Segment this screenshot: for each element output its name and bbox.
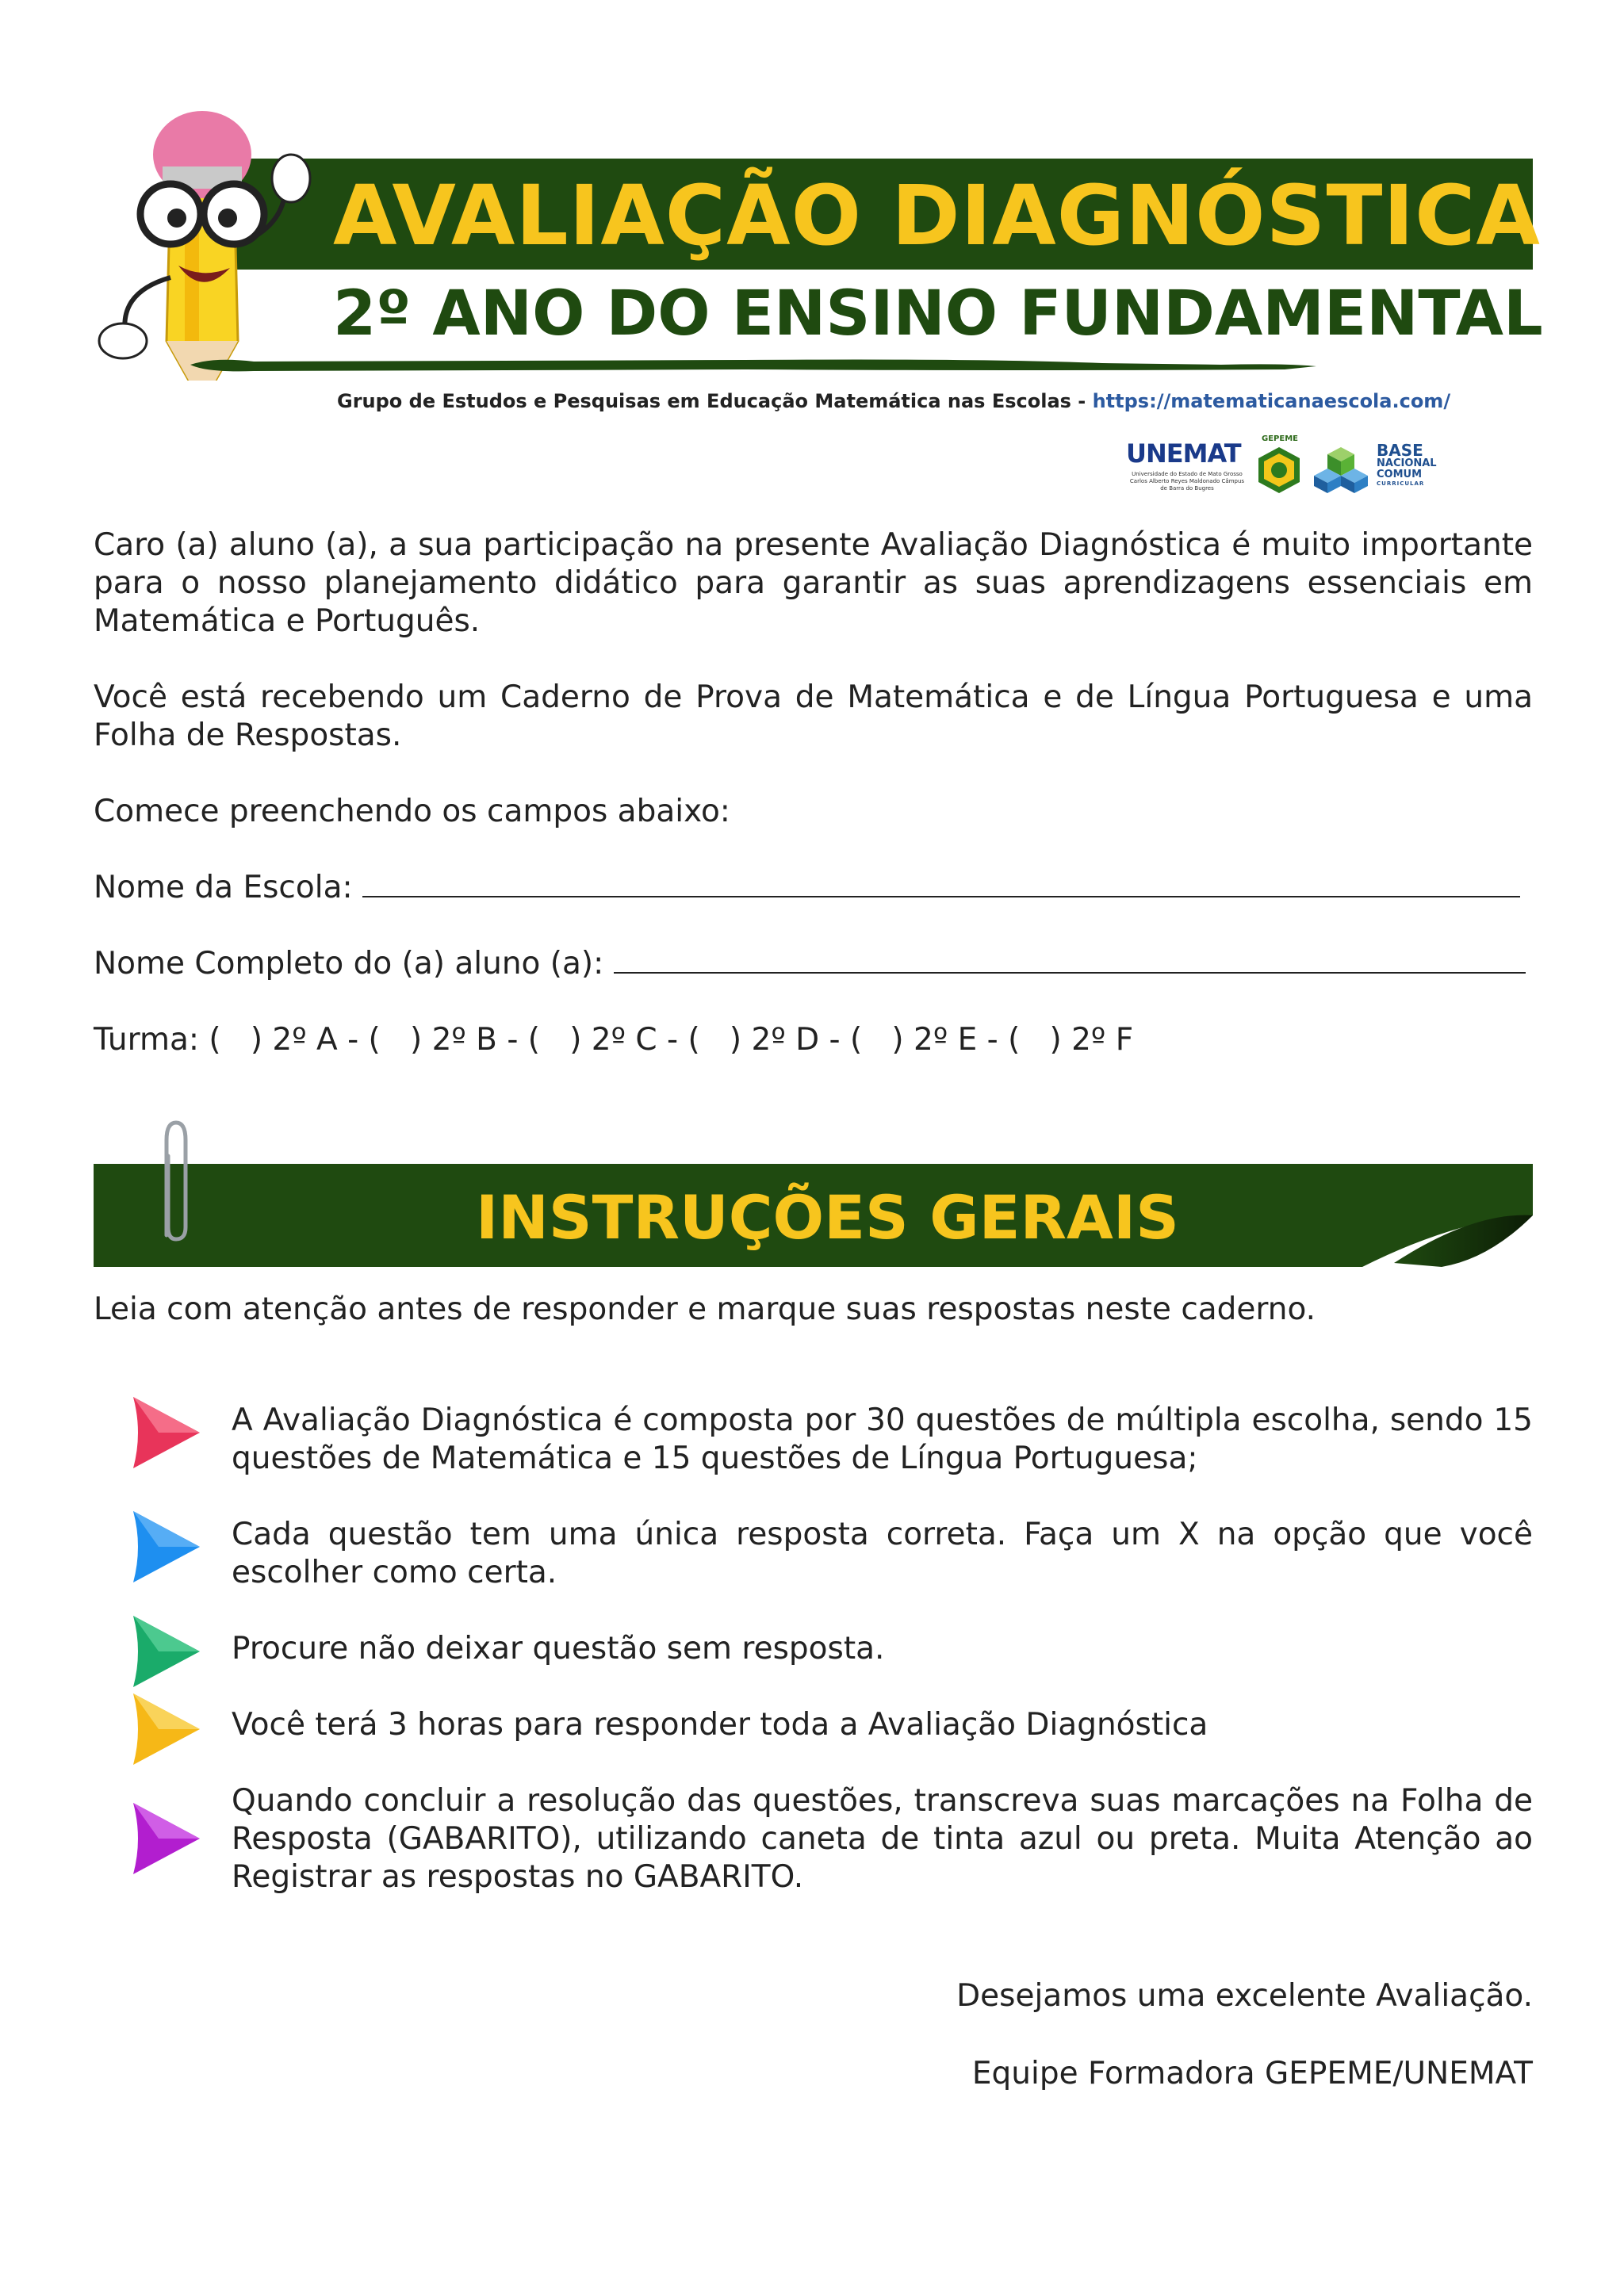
school-name-field[interactable]: [94, 869, 1533, 907]
gepeme-logo-icon: [1256, 446, 1302, 495]
gepeme-logo-label: GEPEME: [1262, 434, 1298, 443]
bncc-line-3: COMUM: [1377, 469, 1423, 480]
instruction-item-1: A Avaliação Diagnóstica é composta por 30 questões de múltipla escolha, sendo 15 questões de Matemática e 15 questões de Língua Portuguesa;: [232, 1402, 1533, 1476]
instructions-title: INSTRUÇÕES GERAIS: [476, 1182, 1179, 1253]
document-subtitle: 2º ANO DO ENSINO FUNDAMENTAL: [333, 278, 1543, 350]
class-options[interactable]: ( ) 2º A - ( ) 2º B - ( ) 2º C - ( ) 2º D - ( ) 2º E - ( ) 2º F: [209, 1022, 1134, 1058]
bncc-line-4: CURRICULAR: [1377, 480, 1425, 487]
bncc-logo-text: [1377, 442, 1437, 488]
bncc-line-2: NACIONAL: [1377, 457, 1437, 469]
document-title: AVALIAÇÃO DIAGNÓSTICA: [333, 167, 1541, 264]
unemat-logo: UNEMAT: [1126, 438, 1241, 469]
closing-signature: Equipe Formadora GEPEME/UNEMAT: [971, 2056, 1533, 2091]
intro-paragraph-1: Caro (a) aluno (a), a sua participação na presente Avaliação Diagnóstica é muito importante para o nosso planejamento didático para garantir as suas aprendizagens essenciais em Matemática e Português.: [94, 527, 1533, 639]
student-name-field[interactable]: [94, 945, 1533, 983]
instruction-item-4: Você terá 3 horas para responder toda a Avaliação Diagnóstica: [232, 1707, 1208, 1743]
instruction-item-2: Cada questão tem uma única resposta correta. Faça um X na opção que você escolher como certa.: [232, 1517, 1533, 1590]
brush-stroke-divider: [190, 355, 1316, 374]
bullet-green-arrow-icon: [127, 1608, 206, 1695]
class-label: Turma:: [94, 1022, 199, 1058]
bncc-cubes-icon: [1313, 444, 1369, 495]
closing-wish: Desejamos uma excelente Avaliação.: [956, 1978, 1533, 2014]
unemat-logo-subtext: Universidade do Estado de Mato Grosso Carlos Alberto Reyes Maldonado Câmpus de Barra do Bugres: [1129, 471, 1245, 492]
bullet-blue-arrow-icon: [127, 1503, 206, 1590]
group-name: Grupo de Estudos e Pesquisas em Educação Matemática nas Escolas -: [337, 390, 1093, 412]
student-name-blank[interactable]: [614, 948, 1526, 974]
group-line: [337, 390, 1450, 412]
class-field[interactable]: [94, 1021, 1533, 1059]
intro-paragraph-2: Você está recebendo um Caderno de Prova de Matemática e de Língua Portuguesa e uma Folha de Respostas.: [94, 679, 1533, 753]
bncc-line-1: BASE: [1377, 441, 1423, 460]
intro-paragraph-3: Comece preenchendo os campos abaixo:: [94, 794, 730, 829]
school-name-blank[interactable]: [362, 872, 1520, 897]
pencil-mascot-icon: [83, 79, 321, 381]
school-name-label: Nome da Escola:: [94, 870, 353, 905]
bullet-yellow-arrow-icon: [127, 1686, 206, 1773]
paper-clip-icon: [151, 1116, 198, 1243]
instruction-item-5: Quando concluir a resolução das questões, transcreva suas marcações na Folha de Resposta (GABARITO), utilizando caneta de tinta azul ou preta. Muita Atenção ao Registrar as respostas no GABARITO.: [232, 1783, 1533, 1895]
student-name-label: Nome Completo do (a) aluno (a):: [94, 946, 604, 982]
group-url-link[interactable]: https://matematicanaescola.com/: [1092, 390, 1451, 412]
instructions-lead: Leia com atenção antes de responder e marque suas respostas neste caderno.: [94, 1292, 1316, 1327]
bullet-purple-arrow-icon: [127, 1795, 206, 1882]
instruction-item-3: Procure não deixar questão sem resposta.: [232, 1631, 885, 1667]
bullet-pink-arrow-icon: [127, 1389, 206, 1476]
